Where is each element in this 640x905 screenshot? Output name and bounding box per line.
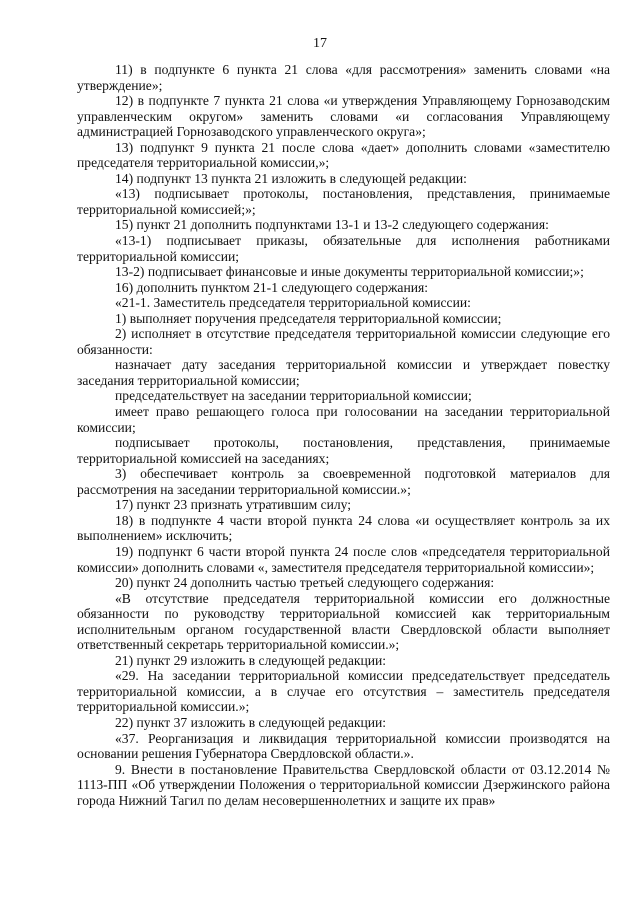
paragraph: 13) подпункт 9 пункта 21 после слова «дает» дополнить словами «заместителю председателя территориальной комиссии,»; bbox=[77, 139, 610, 171]
paragraph: имеет право решающего голоса при голосовании на заседании территориальной комиссии; bbox=[77, 404, 610, 435]
paragraph: 3) обеспечивает контроль за своевременной подготовкой материалов для рассмотрения на заседании территориальной комиссии.»; bbox=[77, 466, 610, 497]
paragraph: назначает дату заседания территориальной комиссии и утверждает повестку заседания территориальной комиссии; bbox=[77, 357, 610, 388]
page-number: 17 bbox=[313, 36, 327, 51]
paragraph: 19) подпункт 6 части второй пункта 24 после слов «председателя территориальной комиссии» дополнить словами «, заместителя председателя территориальной комиссии»; bbox=[77, 543, 610, 575]
document-body bbox=[77, 62, 610, 808]
paragraph: «29. На заседании территориальной комиссии председательствует председатель территориальной комиссии, а в случае его отсутствия – заместитель председателя территориальной комиссии.»; bbox=[77, 668, 610, 715]
paragraph: 17) пункт 23 признать утратившим силу; bbox=[115, 497, 352, 513]
paragraph: 9. Внести в постановление Правительства Свердловской области от 03.12.2014 № 1113-ПП «Об утверждении Положения о территориальной комиссии Дзержинского района города Нижний Тагил по делам несовершеннолетних и защите их прав» bbox=[77, 761, 610, 808]
paragraph: 15) пункт 21 дополнить подпунктами 13-1 и 13-2 следующего содержания: bbox=[115, 217, 549, 233]
paragraph: 13-2) подписывает финансовые и иные документы территориальной комиссии;»; bbox=[115, 264, 584, 280]
paragraph: 21) пункт 29 изложить в следующей редакции: bbox=[115, 652, 387, 668]
paragraph: 20) пункт 24 дополнить частью третьей следующего содержания: bbox=[115, 575, 495, 591]
paragraph: подписывает протоколы, постановления, представления, принимаемые территориальной комиссией на заседаниях; bbox=[77, 435, 610, 466]
paragraph: 14) подпункт 13 пункта 21 изложить в следующей редакции: bbox=[115, 170, 467, 186]
paragraph: 2) исполняет в отсутствие председателя территориальной комиссии следующие его обязанности: bbox=[77, 326, 610, 357]
paragraph: «13-1) подписывает приказы, обязательные для исполнения работниками территориальной комиссии; bbox=[77, 233, 610, 264]
paragraph: председательствует на заседании территориальной комиссии; bbox=[115, 388, 472, 404]
paragraph: 18) в подпункте 4 части второй пункта 24 слова «и осуществляет контроль за их выполнением» исключить; bbox=[77, 512, 610, 544]
paragraph: «21-1. Заместитель председателя территориальной комиссии: bbox=[115, 295, 471, 311]
paragraph: «13) подписывает протоколы, постановления, представления, принимаемые территориальной комиссией;»; bbox=[77, 186, 610, 217]
paragraph: 16) дополнить пунктом 21-1 следующего содержания: bbox=[115, 279, 429, 295]
paragraph: 1) выполняет поручения председателя территориальной комиссии; bbox=[115, 310, 502, 326]
paragraph: 11) в подпункте 6 пункта 21 слова «для рассмотрения» заменить словами «на утверждение»; bbox=[77, 62, 610, 93]
paragraph: 12) в подпункте 7 пункта 21 слова «и утверждения Управляющему Горнозаводским управленческим округом» заменить словами «и согласования Управляющему администрацией Горнозаводского управленческого округа»; bbox=[77, 93, 610, 140]
paragraph: «37. Реорганизация и ликвидация территориальной комиссии производятся на основании решения Губернатора Свердловской области.». bbox=[77, 730, 610, 762]
paragraph: «В отсутствие председателя территориальной комиссии его должностные обязанности по руководству территориальной комиссией как территориальным исполнительным органом государственной власти Свердловской области выполняет ответственный секретарь территориальной комиссии.»; bbox=[77, 590, 610, 653]
paragraph: 22) пункт 37 изложить в следующей редакции: bbox=[115, 714, 387, 730]
